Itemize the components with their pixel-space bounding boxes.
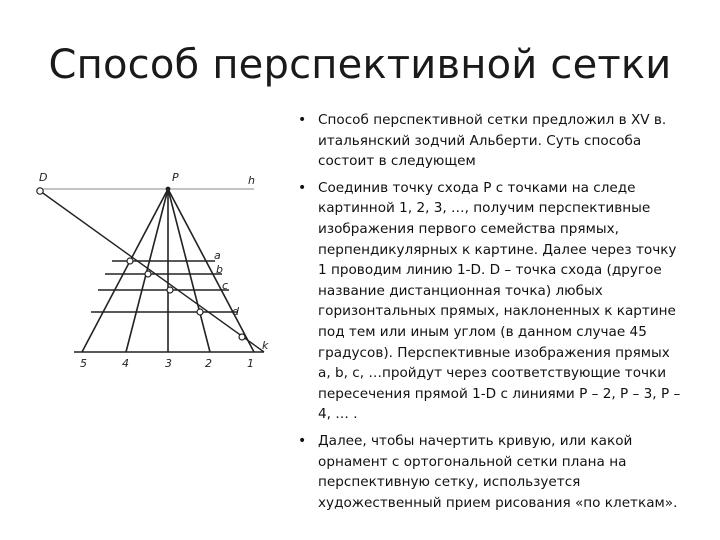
label-h: h <box>248 174 255 187</box>
label-5: 5 <box>80 357 87 370</box>
label-1: 1 <box>247 357 254 370</box>
label-2: 2 <box>205 357 212 370</box>
bullet-item: • Далее, чтобы начертить кривую, или какой орнамент с ортогональной сетки плана на перспективную сетку, используется художественный прием рисования «по клеткам». <box>296 431 682 513</box>
label-c: c <box>222 279 229 292</box>
label-4: 4 <box>122 357 129 370</box>
perspective-grid-diagram <box>24 160 288 380</box>
point-intersection-5 <box>239 334 245 340</box>
bullet-item: • Соединив точку схода P с точками на следе картинной 1, 2, 3, …, получим перспективные изображения первого семейства прямых, перпендикулярных к картине. Далее через точку 1 проводим линию 1-D. D – точка схода (другое название дистанционная точка) любых горизонтальных прямых, наклоненных к картине под тем или иным углом (в данном случае 45 градусов). Перспективные изображения прямых a, b, c, …пройдут через соответствующие точки пересечения прямой 1-D с линиями P – 2, P – 3, P – 4, … . <box>296 178 682 425</box>
label-d-line: d <box>232 305 239 318</box>
label-p: P <box>172 171 179 184</box>
point-intersection-3 <box>167 287 173 293</box>
bullet-item: • Способ перспективной сетки предложил в XV в. итальянский зодчий Альберти. Суть способа состоит в следующем <box>296 110 682 172</box>
label-b: b <box>216 263 223 276</box>
ray-p-5 <box>82 189 168 352</box>
label-k: k <box>262 339 269 352</box>
ray-p-2 <box>168 189 210 352</box>
ray-p-1 <box>168 189 254 352</box>
point-intersection-4 <box>197 309 203 315</box>
bullet-list <box>296 110 682 519</box>
label-a: a <box>214 249 221 262</box>
point-p <box>166 187 171 192</box>
point-intersection-2 <box>145 271 151 277</box>
diagonal-d-1 <box>40 191 264 352</box>
ray-p-4 <box>126 189 168 352</box>
point-intersection-1 <box>127 258 133 264</box>
page-title: Способ перспективной сетки <box>48 42 672 88</box>
label-3: 3 <box>165 357 172 370</box>
label-d: D <box>39 171 48 184</box>
point-d <box>37 188 43 194</box>
